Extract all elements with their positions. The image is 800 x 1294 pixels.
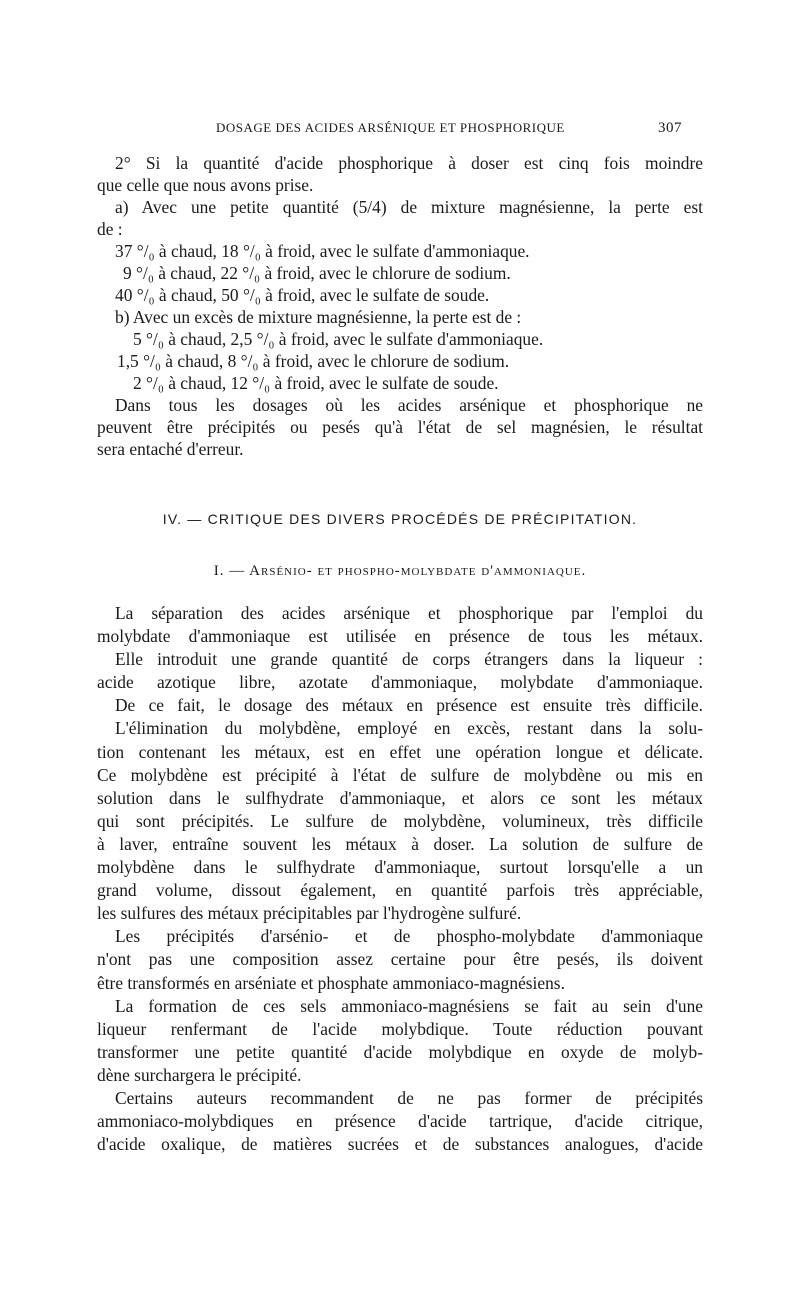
text-line: 37 °/₀ à chaud, 18 °/₀ à froid, avec le sulfate d'ammoniaque. bbox=[115, 241, 530, 261]
page-number: 307 bbox=[658, 120, 682, 136]
text-line: 2 °/₀ à chaud, 12 °/₀ à froid, avec le sulfate de soude. bbox=[133, 373, 499, 393]
text-line: Ce molybdène est précipité à l'état de sulfure de molybdène ou mis en bbox=[97, 764, 703, 785]
text-line: b) Avec un excès de mixture magnésienne, la perte est de : bbox=[115, 307, 522, 327]
text-line: Elle introduit une grande quantité de corps étrangers dans la liqueur : bbox=[115, 649, 703, 670]
running-title: DOSAGE DES ACIDES ARSÉNIQUE ET PHOSPHORIQUE bbox=[216, 120, 565, 135]
running-head bbox=[100, 120, 700, 140]
text-line: transformer une petite quantité d'acide molybdique en oxyde de molyb- bbox=[97, 1041, 703, 1062]
subsection-heading: I. — Arsénio- et phospho-molybdate d'ammoniaque. bbox=[213, 563, 587, 579]
text-line: 9 °/₀ à chaud, 22 °/₀ à froid, avec le chlorure de sodium. bbox=[123, 263, 511, 283]
text-line: a) Avec une petite quantité (5/4) de mixture magnésienne, la perte est bbox=[115, 197, 703, 217]
text-line: La séparation des acides arsénique et phosphorique par l'emploi du bbox=[115, 603, 703, 623]
text-line: molybdène dans le sulfhydrate d'ammoniaque, surtout lorsqu'elle a un bbox=[97, 857, 703, 878]
text-line: les sulfures des métaux précipitables par l'hydrogène sulfuré. bbox=[97, 903, 522, 924]
text-line: à laver, entraîne souvent les métaux à doser. La solution de sulfure de bbox=[97, 833, 703, 854]
text-line: peuvent être précipités ou pesés qu'à l'état de sel magnésien, le résultat bbox=[97, 417, 703, 437]
text-line: de : bbox=[97, 219, 123, 239]
text-line: Les précipités d'arsénio- et de phospho-molybdate d'ammoniaque bbox=[115, 926, 703, 947]
text-line: Dans tous les dosages où les acides arsénique et phosphorique ne bbox=[115, 395, 703, 415]
text-line: acide azotique libre, azotate d'ammoniaque, molybdate d'ammoniaque. bbox=[97, 672, 703, 693]
text-line: tion contenant les métaux, est en effet une opération longue et délicate. bbox=[97, 741, 703, 762]
section-heading: IV. — CRITIQUE DES DIVERS PROCÉDÉS DE PRÉCIPITATION. bbox=[162, 511, 638, 527]
text-line: La formation de ces sels ammoniaco-magnésiens se fait au sein d'une bbox=[115, 995, 703, 1016]
text-line: dène surchargera le précipité. bbox=[97, 1064, 302, 1085]
text-line: molybdate d'ammoniaque est utilisée en présence de tous les métaux. bbox=[97, 626, 703, 647]
text-line: n'ont pas une composition assez certaine pour être pesés, ils doivent bbox=[97, 949, 703, 970]
text-line: solution dans le sulfhydrate d'ammoniaque, et alors ce sont les métaux bbox=[97, 787, 703, 808]
text-line: 1,5 °/₀ à chaud, 8 °/₀ à froid, avec le chlorure de sodium. bbox=[117, 351, 510, 371]
text-line: De ce fait, le dosage des métaux en présence est ensuite très difficile. bbox=[115, 695, 703, 716]
text-line: sera entaché d'erreur. bbox=[97, 439, 244, 459]
text-line: que celle que nous avons prise. bbox=[97, 175, 314, 195]
text-line: 5 °/₀ à chaud, 2,5 °/₀ à froid, avec le sulfate d'ammoniaque. bbox=[133, 329, 544, 349]
text-line: Certains auteurs recommandent de ne pas former de précipités bbox=[115, 1087, 703, 1108]
text-line: grand volume, dissout également, en quantité parfois très appréciable, bbox=[97, 880, 703, 901]
text-line: 40 °/₀ à chaud, 50 °/₀ à froid, avec le sulfate de soude. bbox=[115, 285, 490, 305]
text-line: qui sont précipités. Le sulfure de molybdène, volumineux, très difficile bbox=[97, 810, 703, 831]
text-line: L'élimination du molybdène, employé en excès, restant dans la solu- bbox=[115, 718, 703, 739]
text-line: 2° Si la quantité d'acide phosphorique à doser est cinq fois moindre bbox=[115, 153, 703, 173]
top-text-block bbox=[97, 152, 703, 460]
text-line: d'acide oxalique, de matières sucrées et de substances analogues, d'acide bbox=[97, 1134, 703, 1155]
text-line: liqueur renfermant de l'acide molybdique. Toute réduction pouvant bbox=[97, 1018, 703, 1039]
text-line: être transformés en arséniate et phosphate ammoniaco-magnésiens. bbox=[97, 972, 565, 993]
body-text-block bbox=[97, 602, 703, 1156]
text-line: ammoniaco-molybdiques en présence d'acide tartrique, d'acide citrique, bbox=[97, 1111, 703, 1132]
